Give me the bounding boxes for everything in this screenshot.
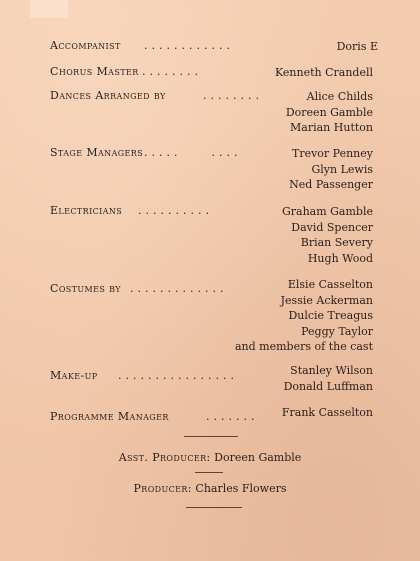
person-name: Kenneth Crandell [274,66,373,79]
credit-names [235,277,373,355]
role-label: Programme Manager [50,410,169,423]
leader-dots: ....... [206,410,259,423]
person-name: Dulcie Treagus [288,309,373,322]
person-name: Brian Severy [300,236,373,249]
credit-names [286,89,373,136]
divider-rule [184,436,238,437]
cast-note: and members of the cast [235,340,373,353]
person-name: Frank Casselton [281,406,373,419]
asst-producer-credit [0,451,420,464]
credit-names [337,39,378,55]
role-label: Dances Arranged by [50,89,166,102]
person-name: Hugh Wood [307,251,373,265]
leader-dots: ............ [144,39,234,52]
person-name: Stanley Wilson [290,364,373,377]
divider-rule [186,507,242,508]
person-name: Glyn Lewis [311,162,373,176]
producer-name: Charles Flowers [195,482,287,495]
person-name: Trevor Penney [291,147,373,160]
leader-dots: ..... .... [144,146,242,159]
person-name: Doreen Gamble [285,105,373,119]
leader-dots: .......... [138,204,213,217]
role-label: Chorus Master [50,65,139,78]
credit-names [284,363,373,394]
person-name: Elsie Casselton [287,278,373,291]
credit-names [282,204,373,266]
divider-rule [195,472,223,473]
person-name: Graham Gamble [281,205,373,218]
credit-names [282,405,373,421]
leader-dots: ............. [130,282,228,295]
person-name: David Spencer [291,220,373,234]
person-name: Jessie Ackerman [280,293,373,307]
credit-names [289,146,373,193]
asst-producer-label: Asst. Producer: [118,451,211,464]
role-label: Electricians [50,204,123,217]
role-label: Stage Managers [50,146,144,159]
role-label: Make-up [50,369,98,382]
person-name: Marian Hutton [290,121,373,134]
person-name: Peggy Taylor [301,324,373,338]
person-name: Doris E [336,40,378,53]
leader-dots: ................ [118,369,238,382]
paper-fold-mark [30,0,68,18]
producer-credit [0,482,420,495]
asst-producer-name: Doreen Gamble [214,451,302,464]
credit-names [275,65,373,81]
person-name: Alice Childs [306,90,373,103]
role-label: Costumes by [50,282,121,295]
leader-dots: ........ [142,65,202,78]
role-label: Accompanist [50,39,121,52]
person-name: Ned Passenger [289,178,373,191]
person-name: Donald Luffman [283,379,373,393]
leader-dots: ........ [203,89,263,102]
producer-label: Producer: [133,482,192,495]
